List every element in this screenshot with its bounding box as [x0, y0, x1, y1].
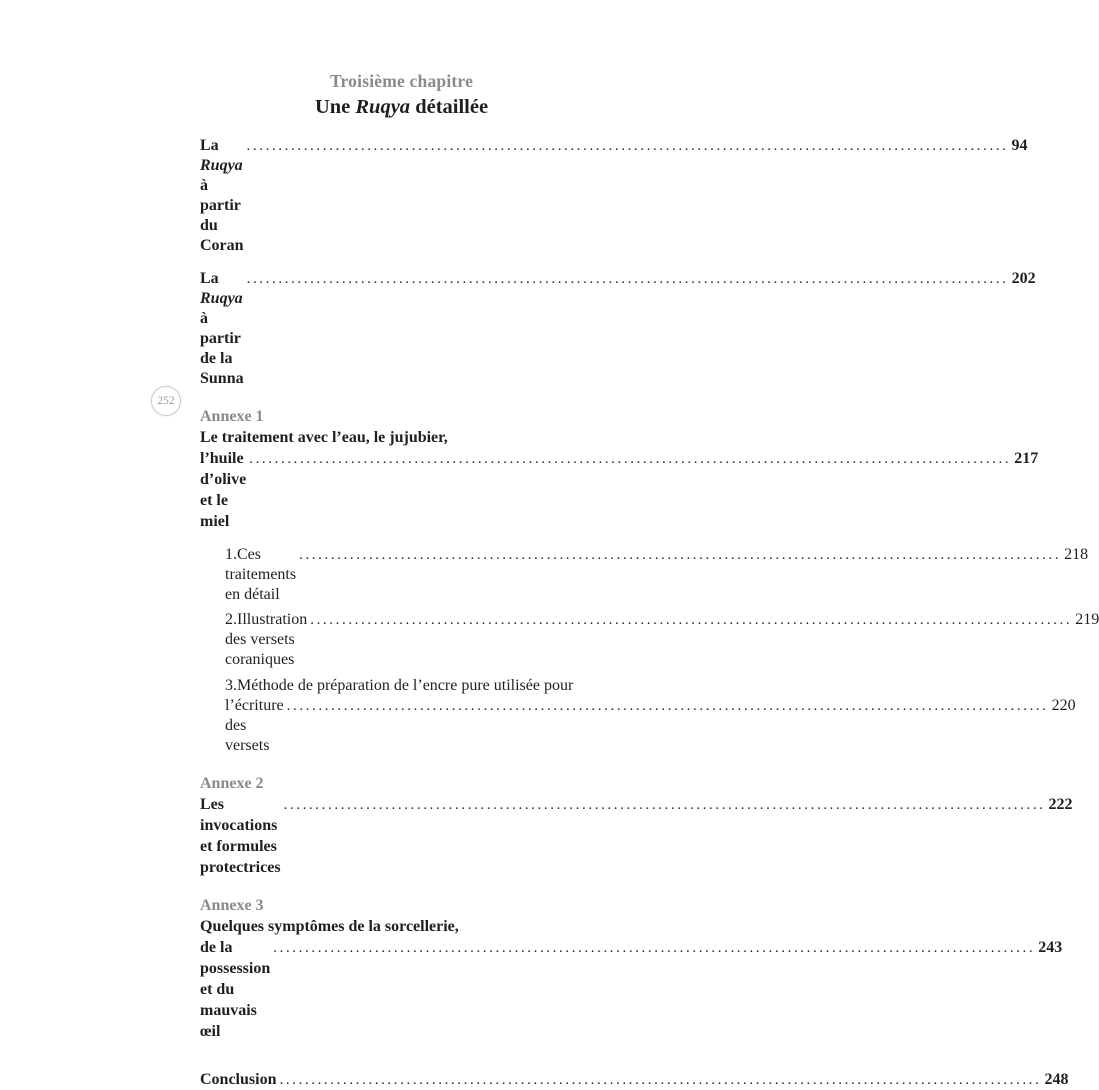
- toc-sub-entry-1-page: 218: [1064, 546, 1089, 563]
- chapter-title: [200, 94, 603, 120]
- toc-sub-entry-3-line2: [200, 696, 1076, 756]
- dot-leader: [284, 794, 1046, 816]
- toc-sub-entry-2: [200, 610, 1099, 670]
- chapter-title-italic: Ruqya: [355, 96, 411, 118]
- toc-entry-sunna-label: La Ruqya à partir de la Sunna: [200, 270, 244, 387]
- annexe1-label: Annexe 1: [200, 408, 264, 425]
- chapter-label: Troisième chapitre: [329, 71, 474, 91]
- dot-leader: [287, 696, 1049, 716]
- toc-sub-entry-1: [200, 545, 1089, 605]
- dot-leader: [249, 448, 1011, 470]
- toc-sub-entry-3-line1: 3.Méthode de préparation de l’encre pure utilisée pour: [225, 677, 574, 694]
- toc-entry-coran: [200, 136, 1028, 256]
- toc-sub-entry-3-label: l’écriture des versets: [225, 697, 284, 754]
- annexe2-page: 222: [1048, 796, 1073, 813]
- toc-entry-coran-label: La Ruqya à partir du Coran: [200, 137, 244, 254]
- annexe3-title-line2-text: de la possession et du mauvais œil: [200, 939, 271, 1040]
- annexe3-title-line1: Quelques symptômes de la sorcellerie,: [200, 918, 459, 935]
- toc-sub-entry-3-page: 220: [1051, 697, 1076, 714]
- toc-sub-entry-2-page: 219: [1075, 611, 1099, 628]
- annexe1-title-line2-text: l’huile d’olive et le miel: [200, 450, 247, 530]
- chapter-title-pre: Une: [314, 96, 356, 118]
- dot-leader: [279, 1070, 1041, 1090]
- toc-sub-entry-1-label: 1.Ces traitements en détail: [225, 546, 297, 603]
- annexe2-title-text: Les invocations et formules protectrices: [200, 796, 281, 876]
- dot-leader: [247, 136, 1009, 156]
- toc-entry-conclusion-page: 248: [1044, 1071, 1069, 1088]
- dot-leader: [310, 610, 1072, 630]
- annexe3-page: 243: [1038, 939, 1063, 956]
- chapter-title-post: détaillée: [410, 96, 489, 118]
- dot-leader: [247, 269, 1009, 289]
- annexe3-label: Annexe 3: [200, 897, 264, 914]
- annexe2-label: Annexe 2: [200, 775, 264, 792]
- dot-leader: [273, 937, 1035, 959]
- toc-entry-sunna-page: 202: [1011, 270, 1036, 287]
- annexe1-title-line2: [200, 448, 1039, 532]
- toc-sub-entry-2-label: 2.Illustration des versets coraniques: [225, 611, 308, 668]
- toc-entry-sunna: [200, 269, 1036, 389]
- annexe2-title: [200, 794, 1073, 878]
- toc-content: [200, 70, 1099, 1090]
- annexe1-title-line1: Le traitement avec l’eau, le jujubier,: [200, 429, 448, 446]
- toc-entry-conclusion-label: Conclusion: [200, 1071, 277, 1088]
- annexe1-page: 217: [1014, 450, 1039, 467]
- annexe3-title-line2: [200, 937, 1063, 1042]
- page-number-badge: [151, 386, 181, 416]
- dot-leader: [299, 545, 1061, 565]
- toc-entry-conclusion: [200, 1070, 1069, 1090]
- toc-entry-coran-page: 94: [1011, 137, 1028, 154]
- page-number: 252: [157, 395, 175, 407]
